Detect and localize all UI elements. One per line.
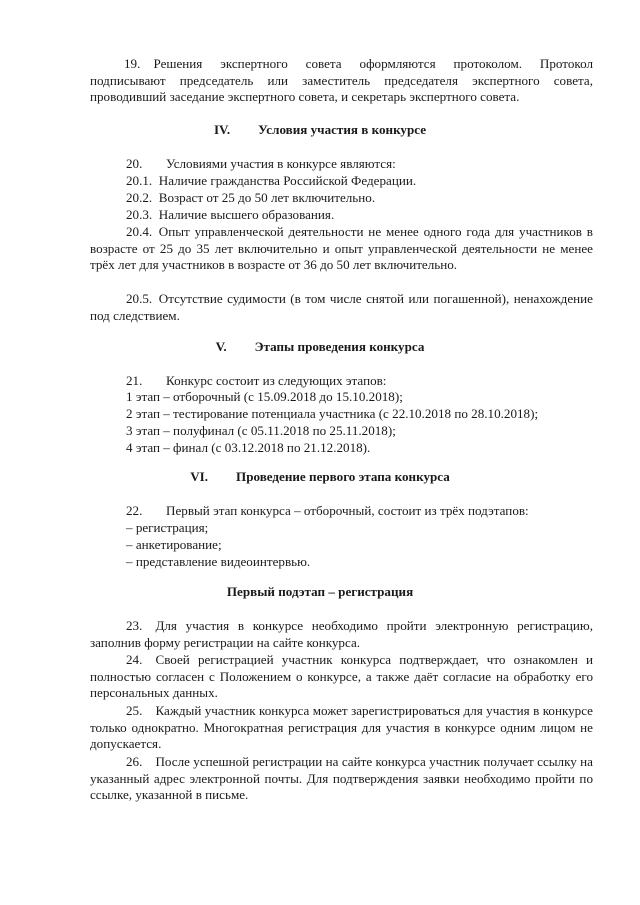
item-text: Условиями участия в конкурсе являются: [166,156,396,171]
section-heading-iv [0,122,640,138]
stage-item: 2 этап – тестирование потенциала участника (с 22.10.2018 по 28.10.2018); [126,406,539,421]
section-number: VI. [190,469,209,484]
paragraph-24: 24. Своей регистрацией участник конкурса подтверждает, что ознакомлен и полностью согласен с Положением о конкурсе, а также даёт согласие на обработку его персональных данных. [90,652,593,700]
section-title: Условия участия в конкурсе [258,122,427,137]
stage-item: 4 этап – финал (с 03.12.2018 по 21.12.2018). [126,440,371,455]
paragraph-20-4: 20.4. Опыт управленческой деятельности не менее одного года для участников в возрасте от 25 до 35 лет включительно и опыт управленческой деятельности не менее трёх лет для участников в возрасте от 36 до 50 лет включительно. [90,224,593,272]
stage-item: 1 этап – отборочный (с 15.09.2018 до 15.10.2018); [126,389,403,404]
item-number: 22. [126,503,143,518]
substage-item: – представление видеоинтервью. [126,554,311,569]
substage-item: – регистрация; [126,520,209,535]
subsection-heading: Первый подэтап – регистрация [226,584,414,599]
paragraph-20-intro [126,156,629,173]
item-text: Первый этап конкурса – отборочный, состоит из трёх подэтапов: [166,503,529,518]
paragraph-20-3: 20.3. Наличие высшего образования. [126,207,335,222]
section-title: Этапы проведения конкурса [254,339,425,354]
paragraph-22-intro [126,503,629,520]
item-number: 20. [126,156,143,171]
paragraph-19: 19. Решения экспертного совета оформляются протоколом. Протокол подписывают председатель или заместитель председателя экспертного совета, проводивший заседание экспертного совета, и секретарь экспертного совета. [90,56,593,104]
paragraph-21-intro [126,373,629,390]
section-heading-v [0,339,640,355]
paragraph-26: 26. После успешной регистрации на сайте конкурса участник получает ссылку на указанный адрес электронной почты. Для подтверждения заявки необходимо пройти по ссылке, указанной в письме. [90,754,593,802]
item-text: Конкурс состоит из следующих этапов: [166,373,387,388]
section-heading-vi [0,469,640,485]
substage-item: – анкетирование; [126,537,222,552]
paragraph-20-2: 20.2. Возраст от 25 до 50 лет включительно. [126,190,376,205]
section-number: V. [215,339,227,354]
paragraph-20-5: 20.5. Отсутствие судимости (в том числе снятой или погашенной), ненахождение под следствием. [90,291,593,323]
item-number: 21. [126,373,143,388]
paragraph-20-1: 20.1. Наличие гражданства Российской Федерации. [126,173,417,188]
section-title: Проведение первого этапа конкурса [236,469,450,484]
stage-item: 3 этап – полуфинал (с 05.11.2018 по 25.11.2018); [126,423,396,438]
paragraph-25: 25. Каждый участник конкурса может зарегистрироваться для участия в конкурсе только однократно. Многократная регистрация для участия в конкурсе одним лицом не допускается. [90,703,593,751]
paragraph-23: 23. Для участия в конкурсе необходимо пройти электронную регистрацию, заполнив форму регистрации на сайте конкурса. [90,618,593,650]
section-number: IV. [213,122,231,137]
